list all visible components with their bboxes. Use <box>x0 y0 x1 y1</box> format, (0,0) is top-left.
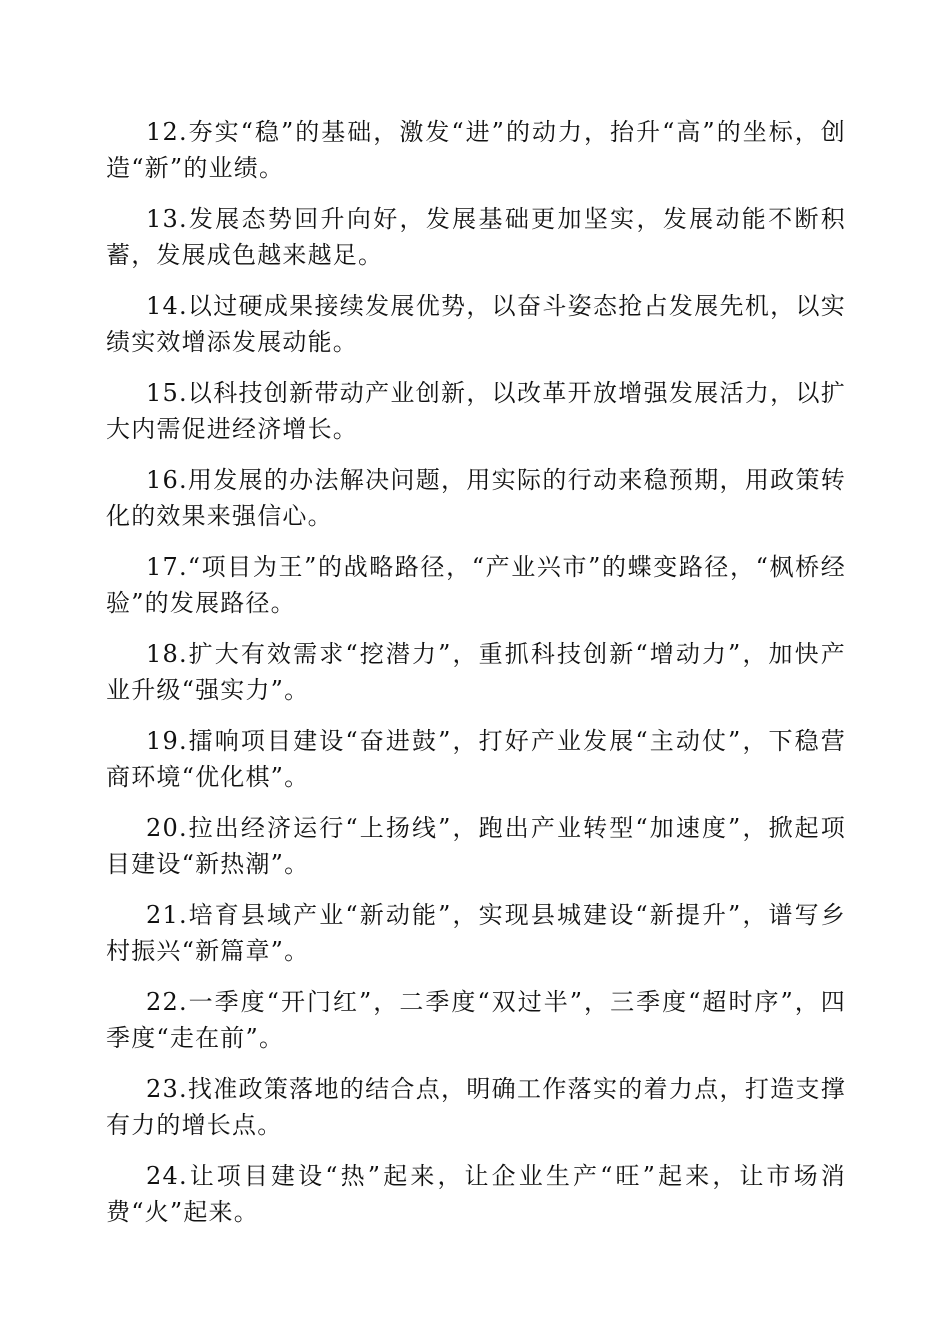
document-body <box>106 114 846 1245</box>
list-item: 23.找准政策落地的结合点，明确工作落实的着力点，打造支撑有力的增长点。 <box>106 1075 846 1139</box>
list-item: 20.拉出经济运行“上扬线”，跑出产业转型“加速度”，掀起项目建设“新热潮”。 <box>106 814 846 878</box>
list-item: 15.以科技创新带动产业创新，以改革开放增强发展活力，以扩大内需促进经济增长。 <box>106 379 846 443</box>
list-item: 22.一季度“开门红”，二季度“双过半”，三季度“超时序”，四季度“走在前”。 <box>106 988 846 1052</box>
list-item: 16.用发展的办法解决问题，用实际的行动来稳预期，用政策转化的效果来强信心。 <box>106 466 846 530</box>
list-item: 21.培育县域产业“新动能”，实现县城建设“新提升”，谱写乡村振兴“新篇章”。 <box>106 901 846 965</box>
list-item: 12.夯实“稳”的基础，激发“进”的动力，抬升“高”的坐标，创造“新”的业绩。 <box>106 118 846 182</box>
list-item: 24.让项目建设“热”起来，让企业生产“旺”起来，让市场消费“火”起来。 <box>106 1162 846 1226</box>
list-item: 19.擂响项目建设“奋进鼓”，打好产业发展“主动仗”，下稳营商环境“优化棋”。 <box>106 727 846 791</box>
list-item: 14.以过硬成果接续发展优势，以奋斗姿态抢占发展先机，以实绩实效增添发展动能。 <box>106 292 846 356</box>
list-item: 18.扩大有效需求“挖潜力”，重抓科技创新“增动力”，加快产业升级“强实力”。 <box>106 640 846 704</box>
list-item: 17.“项目为王”的战略路径，“产业兴市”的蝶变路径，“枫桥经验”的发展路径。 <box>106 553 846 617</box>
list-item: 13.发展态势回升向好，发展基础更加坚实，发展动能不断积蓄，发展成色越来越足。 <box>106 205 846 269</box>
